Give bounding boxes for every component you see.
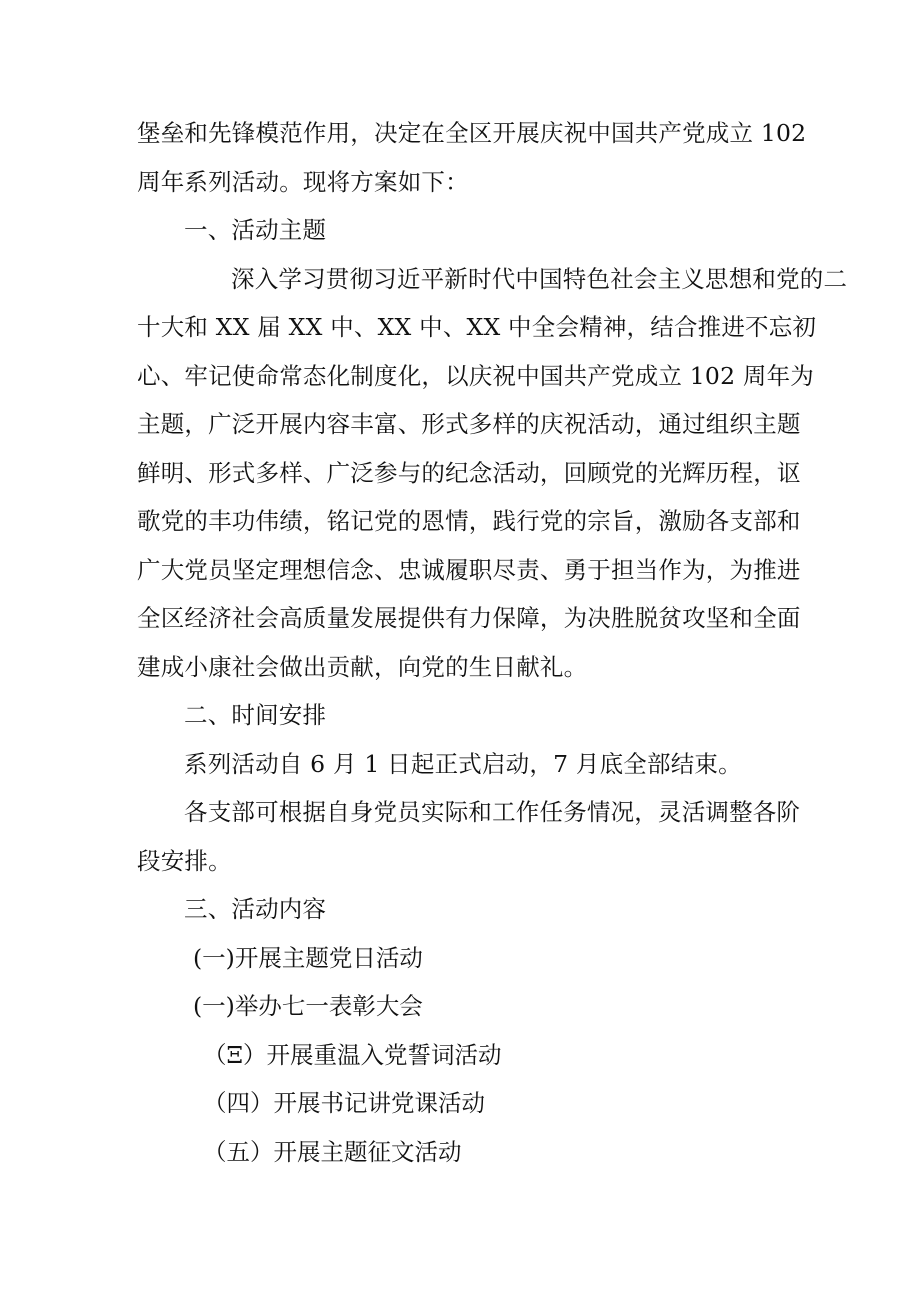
text-line: 歌党的丰功伟绩，铭记党的恩情，践行党的宗旨，激励各支部和	[137, 507, 801, 535]
section-heading-theme: 一、活动主题	[184, 216, 327, 244]
activity-item: (一)开展主题党日活动	[193, 943, 423, 972]
activity-item: （五）开展主题征文活动	[203, 1137, 462, 1166]
text-line: 十大和 XX 届 XX 中、XX 中、XX 中全会精神，结合推进不忘初	[137, 313, 817, 341]
text-line: 各支部可根据自身党员实际和工作任务情况，灵活调整各阶	[184, 798, 801, 826]
text-line: 段安排。	[137, 846, 232, 875]
text-line: 全区经济社会高质量发展提供有力保障，为决胜脱贫攻坚和全面	[137, 604, 801, 632]
text-line: 心、牢记使命常态化制度化，以庆祝中国共产党成立 102 周年为	[137, 361, 814, 390]
activity-item: (一)举办七一表彰大会	[193, 992, 423, 1020]
text-line: 系列活动自 6 月 1 日起正式启动，7 月底全部结束。	[184, 749, 742, 778]
theme-paragraph	[137, 255, 848, 692]
adjustment-paragraph	[137, 788, 801, 885]
text-line: 广大党员坚定理想信念、忠诚履职尽责、勇于担当作为，为推进	[137, 555, 801, 584]
text-line: 鲜明、形式多样、广泛参与的纪念活动，回顾党的光辉历程，讴	[137, 458, 801, 487]
document-page	[137, 109, 848, 1176]
activity-item: （Ξ）开展重温入党誓词活动	[203, 1040, 502, 1069]
activities-list	[137, 934, 789, 1177]
text-line: 建成小康社会做出贡献，向党的生日献礼。	[137, 652, 588, 681]
section-heading-content: 三、活动内容	[184, 895, 327, 923]
text-line: 周年系列活动。现将方案如下：	[137, 167, 469, 196]
activity-item: （四）开展书记讲党课活动	[203, 1089, 485, 1117]
text-line: 深入学习贯彻习近平新时代中国特色社会主义思想和党的二	[231, 264, 848, 293]
section-heading-schedule: 二、时间安排	[184, 701, 327, 729]
intro-paragraph	[137, 109, 807, 206]
schedule-paragraph	[137, 740, 789, 789]
text-line: 主题，广泛开展内容丰富、形式多样的庆祝活动，通过组织主题	[137, 410, 801, 438]
text-line: 堡垒和先锋模范作用，决定在全区开展庆祝中国共产党成立 102	[137, 119, 807, 147]
